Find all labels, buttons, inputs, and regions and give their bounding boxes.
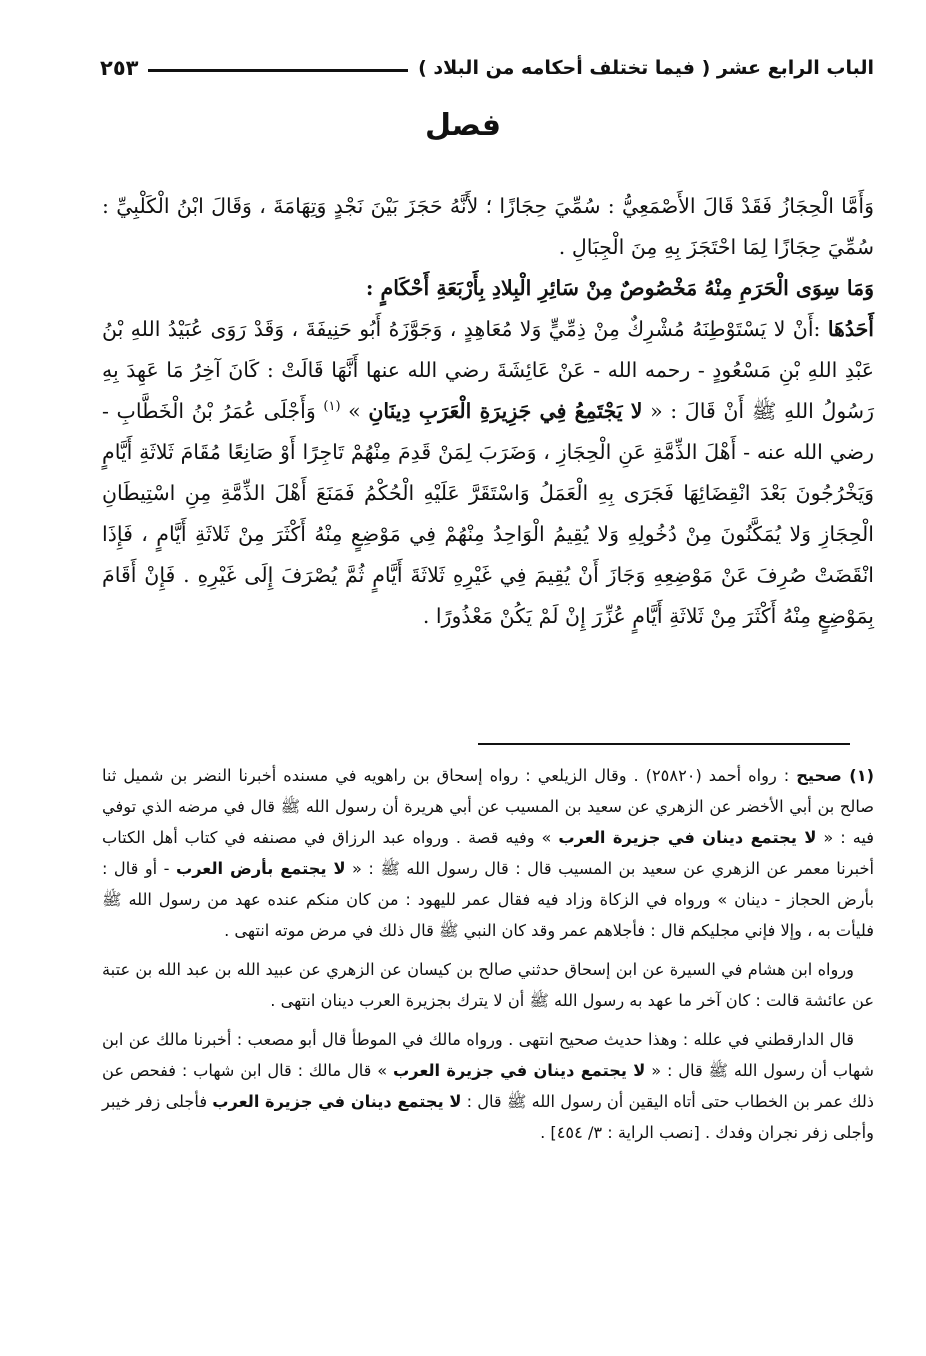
footnote-1-text-c: - أو قال : بأرض الحجاز - دينان » ورواه في الزكاة وزاد فيه فقال عمر لليهود : من كان منكم عنده عهد من رسول الله ﷺ فليأت به ، وإلا فإني مجليكم قال : فأجلاهم عمر وقد كان النبي ﷺ قال ذلك في مرض موته انتهى . <box>102 859 874 940</box>
footnote-3-text-b: » قال مالك : قال ابن شهاب : ففحص عن ذلك عمر بن الخطاب حتى أتاه اليقين أن رسول الله ﷺ قال : <box>102 1061 874 1111</box>
footnote-paragraph-ibn-hisham: ورواه ابن هشام في السيرة عن ابن إسحاق حدثني صالح بن كيسان عن الزهري عن عبيد الله بن عبد الله بن عتبة عن عائشة قالت : كان آخر ما عهد به رسول الله ﷺ أن لا يترك بجزيرة العرب دينان انتهى . <box>102 960 874 1010</box>
section-heading: فصل <box>425 108 501 143</box>
header-rule <box>148 69 408 72</box>
hadith-quote: لا يَجْتَمِعُ فِي جَزِيرَةِ الْعَرَبِ دِينَانِ <box>368 399 643 423</box>
footnote-3-text-a: قال الدارقطني في علله : وهذا حديث صحيح انتهى . ورواه مالك في الموطأ قال أبو مصعب : أخبرنا مالك عن ابن شهاب أن رسول الله ﷺ قال : « <box>102 1030 875 1080</box>
footnote-3-text-c: فأجلى زفر خيبر وأجلى زفر نجران وفدك . [نصب الراية : ٣/ ٤٥٤] . <box>102 1092 874 1142</box>
paragraph-hijaz: وَأَمَّا الْحِجَازُ فَقَدْ قَالَ الأَصْمَعِيُّ : سُمِّيَ حِجَازًا ؛ لأَنَّهُ حَجَزَ بَيْنَ نَجْدٍ وَتِهَامَةَ ، وَقَالَ ابْنُ الْكَلْبِيِّ : سُمِّيَ حِجَازًا لِمَا احْتَجَزَ بِهِ مِنَ الْجِبَالِ . <box>102 194 874 259</box>
footnote-1-mark: (١) صحيح <box>796 766 874 785</box>
ruling-lead: أَحَدُهَا <box>827 317 874 341</box>
running-title: الباب الرابع عشر ( فيما تختلف أحكامه من البلاد ) <box>418 57 874 79</box>
ruling-text-b: » <box>340 399 369 423</box>
footnote-paragraph-daraqutni <box>102 1024 874 1148</box>
paragraph-four-rulings: وَمَا سِوَى الْحَرَمِ مِنْهُ مَخْصُوصٌ مِنْ سَائِرِ الْبِلادِ بِأَرْبَعَةِ أَحْكَامٍ : <box>365 276 874 300</box>
footnote-1-quote-1: لا يجتمع دينان في جزيرة العرب <box>558 828 817 847</box>
footnote-divider <box>478 743 850 745</box>
paragraph-first-ruling <box>102 309 874 637</box>
footnote-3-quote-2: لا يجتمع دينان في جزيرة العرب <box>212 1092 462 1111</box>
page-header <box>100 48 874 88</box>
footnotes <box>102 760 874 1156</box>
footnote-1-quote-2: لا يجتمع بأرض العرب <box>175 859 346 878</box>
footnote-3-quote-1: لا يجتمع دينان في جزيرة العرب <box>392 1061 646 1080</box>
footnote-reference[interactable]: (١) <box>323 399 341 415</box>
footnote-1-text-b: » وفيه قصة . ورواه عبد الرزاق في مصنفه في كتاب أهل الكتاب أخبرنا معمر عن الزهري عن سعيد بن المسيب قال : قال رسول الله ﷺ : « <box>102 828 875 878</box>
ruling-text-c: وَأَجْلَى عُمَرُ بْنُ الْخَطَّابِ - رضي الله عنه - أَهْلَ الذِّمَّةِ عَنِ الْحِجَازِ ، وَضَرَبَ لِمَنْ قَدِمَ مِنْهُمْ تَاجِرًا أَوْ صَانِعًا مُقَامَ ثَلاثَةِ أَيَّامٍ وَيَخْرُجُونَ بَعْدَ انْقِضَائِهَا فَجَرَى بِهِ الْعَمَلُ وَاسْتَقَرَّ عَلَيْهِ الْحُكْمُ فَمَنَعَ أَهْلَ الذِّمَّةِ مِنِ اسْتِيطَانِ الْحِجَازِ وَلا يُمَكَّنُونَ مِنْ دُخُولِهِ وَلا يُقِيمُ الْوَاحِدُ مِنْهُمْ فِي مَوْضِعٍ مِنْهُ أَكْثَرَ مِنْ ثَلاثَةِ أَيَّامٍ ، فَإِذَا انْقَضَتْ صُرِفَ عَنْ مَوْضِعِهِ وَجَازَ أَنْ يُقِيمَ فِي غَيْرِهِ ثَلاثَةَ أَيَّامٍ ثُمَّ يُصْرَفَ إِلَى غَيْرِهِ . فَإِنْ أَقَامَ بِمَوْضِعٍ مِنْهُ أَكْثَرَ مِنْ ثَلاثَةِ أَيَّامٍ عُزِّرَ إِنْ لَمْ يَكُنْ مَعْذُورًا . <box>102 399 874 628</box>
footnote-1 <box>102 760 874 946</box>
ruling-text-a: :أَنْ لا يَسْتَوْطِنَهُ مُشْرِكٌ مِنْ ذِمِّيٍّ وَلا مُعَاهِدٍ ، وَجَوَّزَهُ أَبُو حَنِيفَةَ ، وَقَدْ رَوَى عُبَيْدُ اللهِ بْنُ عَبْدِ اللهِ بْنِ مَسْعُودٍ - رحمه الله - عَنْ عَائِشَةَ رضي الله عنها أَنَّهَا قَالَتْ : كَانَ آخِرُ مَا عَهِدَ بِهِ رَسُولُ اللهِ ﷺ أَنْ قَالَ : « <box>102 317 875 423</box>
footnote-1-text-a: : رواه أحمد (٢٥٨٢٠) . وقال الزيلعي : رواه إسحاق بن راهويه في مسنده أخبرنا النضر بن شميل ثنا صالح بن أبي الأخضر عن الزهري عن سعيد بن المسيب عن أبي هريرة أن رسول الله ﷺ قال في مرضه الذي توفي فيه : « <box>102 766 874 847</box>
page-number: ٢٥٣ <box>100 56 139 80</box>
main-text <box>102 186 874 637</box>
